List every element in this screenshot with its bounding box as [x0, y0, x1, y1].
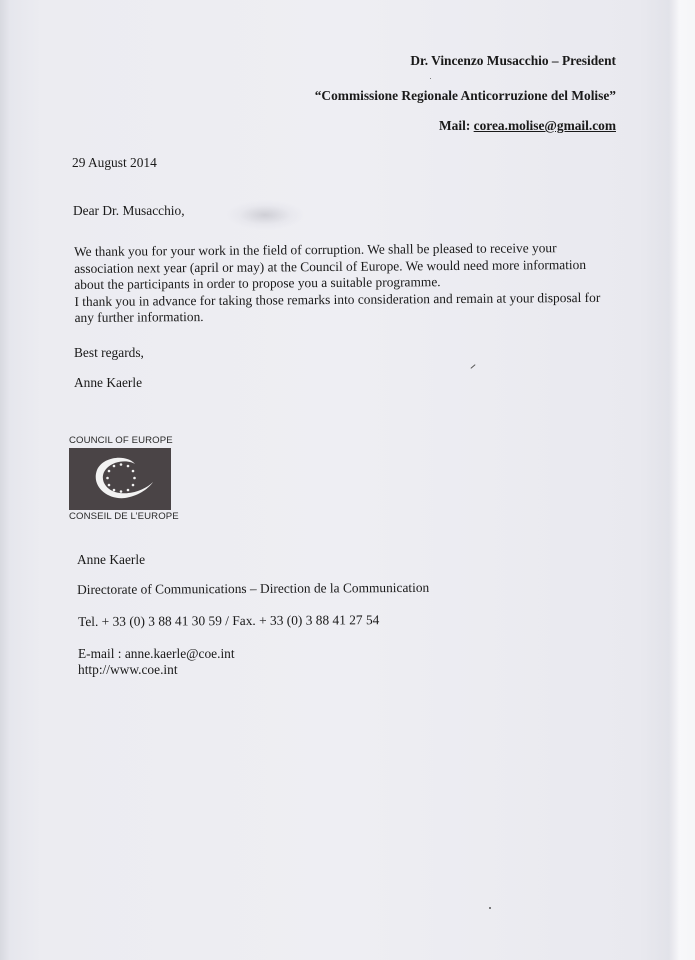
letter-signer: Anne Kaerle	[74, 375, 143, 390]
header-mail-label: Mail:	[439, 118, 474, 133]
letter-salutation: Dear Dr. Musacchio,	[73, 203, 185, 218]
body-line: any further information.	[74, 308, 204, 325]
council-of-europe-logo	[69, 448, 171, 510]
letter-closing: Best regards,	[74, 345, 144, 360]
paper-speck	[430, 78, 431, 79]
sig-website[interactable]: http://www.coe.int	[78, 662, 178, 677]
logo-bottom-text: CONSEIL DE L’EUROPE	[69, 511, 179, 522]
header-name-line: Dr. Vincenzo Musacchio – President	[410, 53, 616, 68]
body-line: association next year (april or may) at the Council of Europe. We would need more information	[74, 256, 587, 276]
council-of-europe-emblem-icon	[69, 448, 171, 510]
sig-email[interactable]: E-mail : anne.kaerle@coe.int	[78, 646, 235, 661]
letter-body	[74, 240, 635, 327]
letter-date: 29 August 2014	[72, 155, 157, 170]
paper-smudge	[225, 200, 305, 230]
header-mail-line	[439, 118, 616, 134]
sig-department: Directorate of Communications – Direction de la Communication	[77, 579, 430, 597]
logo-top-text: COUNCIL OF EUROPE	[69, 435, 173, 446]
paper-speck	[470, 364, 475, 369]
paper-shadow-left	[0, 0, 10, 960]
sig-name: Anne Kaerle	[77, 552, 146, 567]
paper-speck	[489, 907, 491, 909]
body-line: We thank you for your work in the field of corruption. We shall be pleased to receive your	[74, 240, 557, 259]
header-org-line: “Commissione Regionale Anticorruzione del Molise”	[314, 88, 616, 103]
body-line: I thank you in advance for taking those remarks into consideration and remain at your disposal for	[74, 289, 601, 309]
header-mail-link[interactable]: corea.molise@gmail.com	[473, 118, 616, 133]
sig-phone: Tel. + 33 (0) 3 88 41 30 59 / Fax. + 33 (0) 3 88 41 27 54	[78, 612, 380, 629]
body-line: about the participants in order to propose you a suitable programme.	[74, 274, 441, 292]
paper-highlight-right	[669, 0, 695, 960]
